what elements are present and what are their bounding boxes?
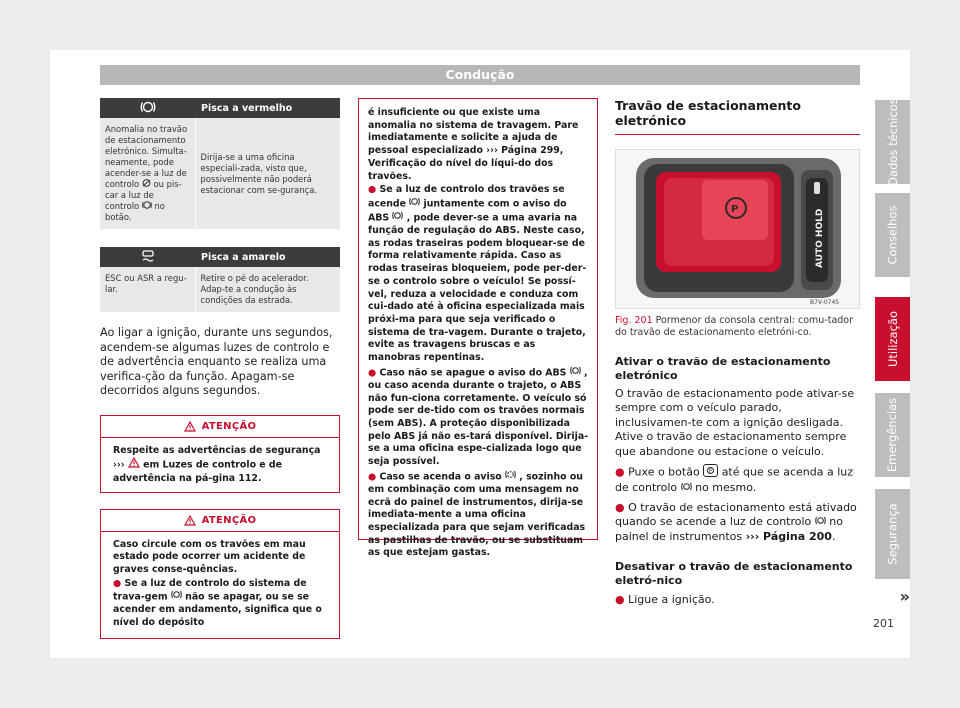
brake-circle-icon — [171, 590, 182, 604]
tab-emergencias[interactable]: Emergências — [875, 393, 910, 477]
page-header: Condução — [100, 65, 860, 85]
tab-dados-tecnicos[interactable]: Dados técnicos — [875, 100, 910, 184]
figure-number: Fig. 201 — [615, 315, 653, 326]
tab-seguranca[interactable]: Segurança — [875, 489, 910, 579]
warning-text-2: Caso circule com os travões em mau estado pode ocorrer um acidente de graves conse-quências. — [113, 538, 306, 576]
park-cross-icon — [142, 179, 151, 190]
brake-circle-icon — [409, 197, 420, 211]
abs-icon — [570, 366, 581, 380]
reference-arrows-icon: ››› — [113, 459, 125, 471]
table-red — [100, 98, 340, 229]
activate-paragraph: O travão de estacionamento pode ativar-se sempre com o veículo parado, inclusivamen-te com a ignição desligada. Ative o travão de estacionamento sempre que abandone ou estacione o veículo. — [615, 387, 855, 458]
warning-link-1[interactable]: em Luzes de controlo e de advertência na pá-gina 112. — [113, 459, 282, 484]
figure-caption — [615, 315, 860, 339]
bullet-text: Caso não se apague o aviso do ABS — [379, 367, 567, 379]
table-red-head: Pisca a vermelho — [195, 98, 340, 118]
warning-box-2 — [100, 509, 340, 639]
svg-text:P: P — [731, 204, 739, 215]
warning-triangle-icon — [184, 515, 196, 526]
continue-mark: » — [899, 587, 910, 606]
table-red-action: Dirija-se a uma oficina especiali-zada, visto que, possivelmente não poderá estacionar com se-gurança. — [195, 118, 340, 229]
section-title: Travão de estacionamento eletrónico — [615, 98, 860, 135]
column-right — [615, 98, 860, 608]
list-item: ● O travão de estacionamento está ativado quando se acende a luz de controlo no painel de instrumentos ››› Página 200. — [615, 501, 857, 544]
table-amber — [100, 247, 340, 312]
list-item: ● Ligue a ignição. — [615, 593, 715, 607]
park-p-icon — [142, 201, 152, 212]
auto-hold-label: AUTO HOLD — [815, 208, 825, 268]
warning-bullet-2: Se a luz de controlo do sistema de trava-gem — [113, 577, 307, 603]
warning-bullet-2-cont: não se apagar, ou se se acender em andamento, significa que o nível do depósito — [113, 591, 322, 629]
tab-utilizacao[interactable]: Utilização — [875, 297, 910, 381]
list-item: ● Puxe o botão P até que se acenda a luz de controlo no mesmo. — [615, 465, 854, 495]
warning-continued-box — [358, 98, 598, 559]
warning-triangle-icon — [184, 421, 196, 432]
brake-circle-icon — [100, 98, 195, 118]
column-left — [100, 98, 340, 639]
brake-pad-icon — [505, 470, 516, 484]
subheading-activate: Ativar o travão de estacionamento eletrónico — [615, 355, 831, 382]
table-amber-action: Retire o pé do acelerador. Adap-te a condução às condições da estrada. — [195, 267, 340, 312]
console-switch-illustration — [616, 150, 860, 309]
warning-title-1: ATENÇÃO — [201, 420, 257, 432]
bullet-text: , sozinho ou em combinação com uma mensagem no ecrã do painel de instrumentos, dirija-se imediata-mente a uma oficina especializada para que sejam verificadas as pastilhas de travão, ou se substituam as que estejam gastas. — [368, 471, 586, 559]
warning-triangle-icon — [128, 457, 140, 473]
warning-title-2: ATENÇÃO — [201, 514, 257, 526]
warning-box-1 — [100, 415, 340, 493]
abs-icon — [392, 211, 403, 225]
bullet: ● — [113, 577, 122, 589]
bullet-text: juntamente com o aviso do ABS — [368, 198, 567, 224]
table-red-condition: Anomalia no travão de estacionamento eletrónico. Simulta-neamente, pode acender-se a luz de controlo ou pis-car a luz de controlo no botão. — [100, 118, 195, 229]
bullet-text: , ou caso acenda durante o trajeto, o ABS não fun-ciona corretamente. O veículo só pode ser de-tido com os travões normais (sem ABS). A proteção disponibilizada pelo ABS já não es-tará disponível. Dirija-se a uma oficina espe-cializada logo que seja possível. — [368, 367, 589, 468]
tab-conselhos[interactable]: Conselhos — [875, 193, 910, 277]
warning-text-1: Respeite as advertências de segurança — [113, 444, 321, 456]
intro-paragraph: Ao ligar a ignição, durante uns segundos, acendem-se algumas luzes de controlo e de advertência enquanto se realiza uma verifica-ção da função. Apagam-se decorridos alguns segundos. — [100, 326, 333, 397]
reference-link-page-200[interactable]: ››› Página 200 — [745, 530, 832, 544]
column-middle — [358, 98, 598, 559]
bullet-text: , pode dever-se a uma avaria na função de regulação do ABS. Neste caso, as rodas traseiras podem bloquear-se de forma relativamente rápida. Caso as rodas traseiras bloqueiem, pode per-der-se o controlo sobre o veículo! Se possí-vel, reduza a velocidade e conduza com cui-dado até à oficina especializada mais próxi-ma para que seja verificado o sistema de tra-vagem. Durante o trajeto, evite as travagens bruscas e as manobras repentinas. — [368, 212, 587, 364]
bullet-text: Se a luz de controlo dos travões se acende — [368, 184, 565, 210]
parking-button-icon — [703, 464, 718, 481]
bullet: ● — [368, 367, 377, 379]
caption-text: Pormenor da consola central: comu-tador do travão de estacionamento eletróni-co. — [615, 315, 854, 338]
svg-text:P: P — [709, 468, 713, 475]
table-amber-condition: ESC ou ASR a regu-lar. — [100, 267, 195, 312]
reference-link-page-299[interactable]: ››› Página 299, Verificação do nível do líqui-do dos travões. — [368, 145, 564, 182]
warning-cont-text: é insuficiente ou que existe uma anomalia no sistema de travagem. Pare imediatamente e solicite a ajuda de pessoal especializado — [368, 107, 579, 157]
table-amber-head: Pisca a amarelo — [195, 247, 340, 267]
esc-skid-car-icon — [100, 247, 195, 267]
park-p-icon — [681, 481, 692, 495]
bullet: ● — [368, 184, 377, 196]
park-p-icon — [815, 515, 826, 529]
bullet-text: Caso se acenda o aviso — [379, 471, 502, 483]
page-number: 201 — [873, 617, 894, 630]
bullet: ● — [368, 471, 377, 483]
subheading-deactivate: Desativar o travão de estacionamento eletró-nico — [615, 560, 853, 588]
figure-parking-brake — [615, 149, 860, 309]
figure-code: B7V-0745 — [810, 299, 840, 306]
